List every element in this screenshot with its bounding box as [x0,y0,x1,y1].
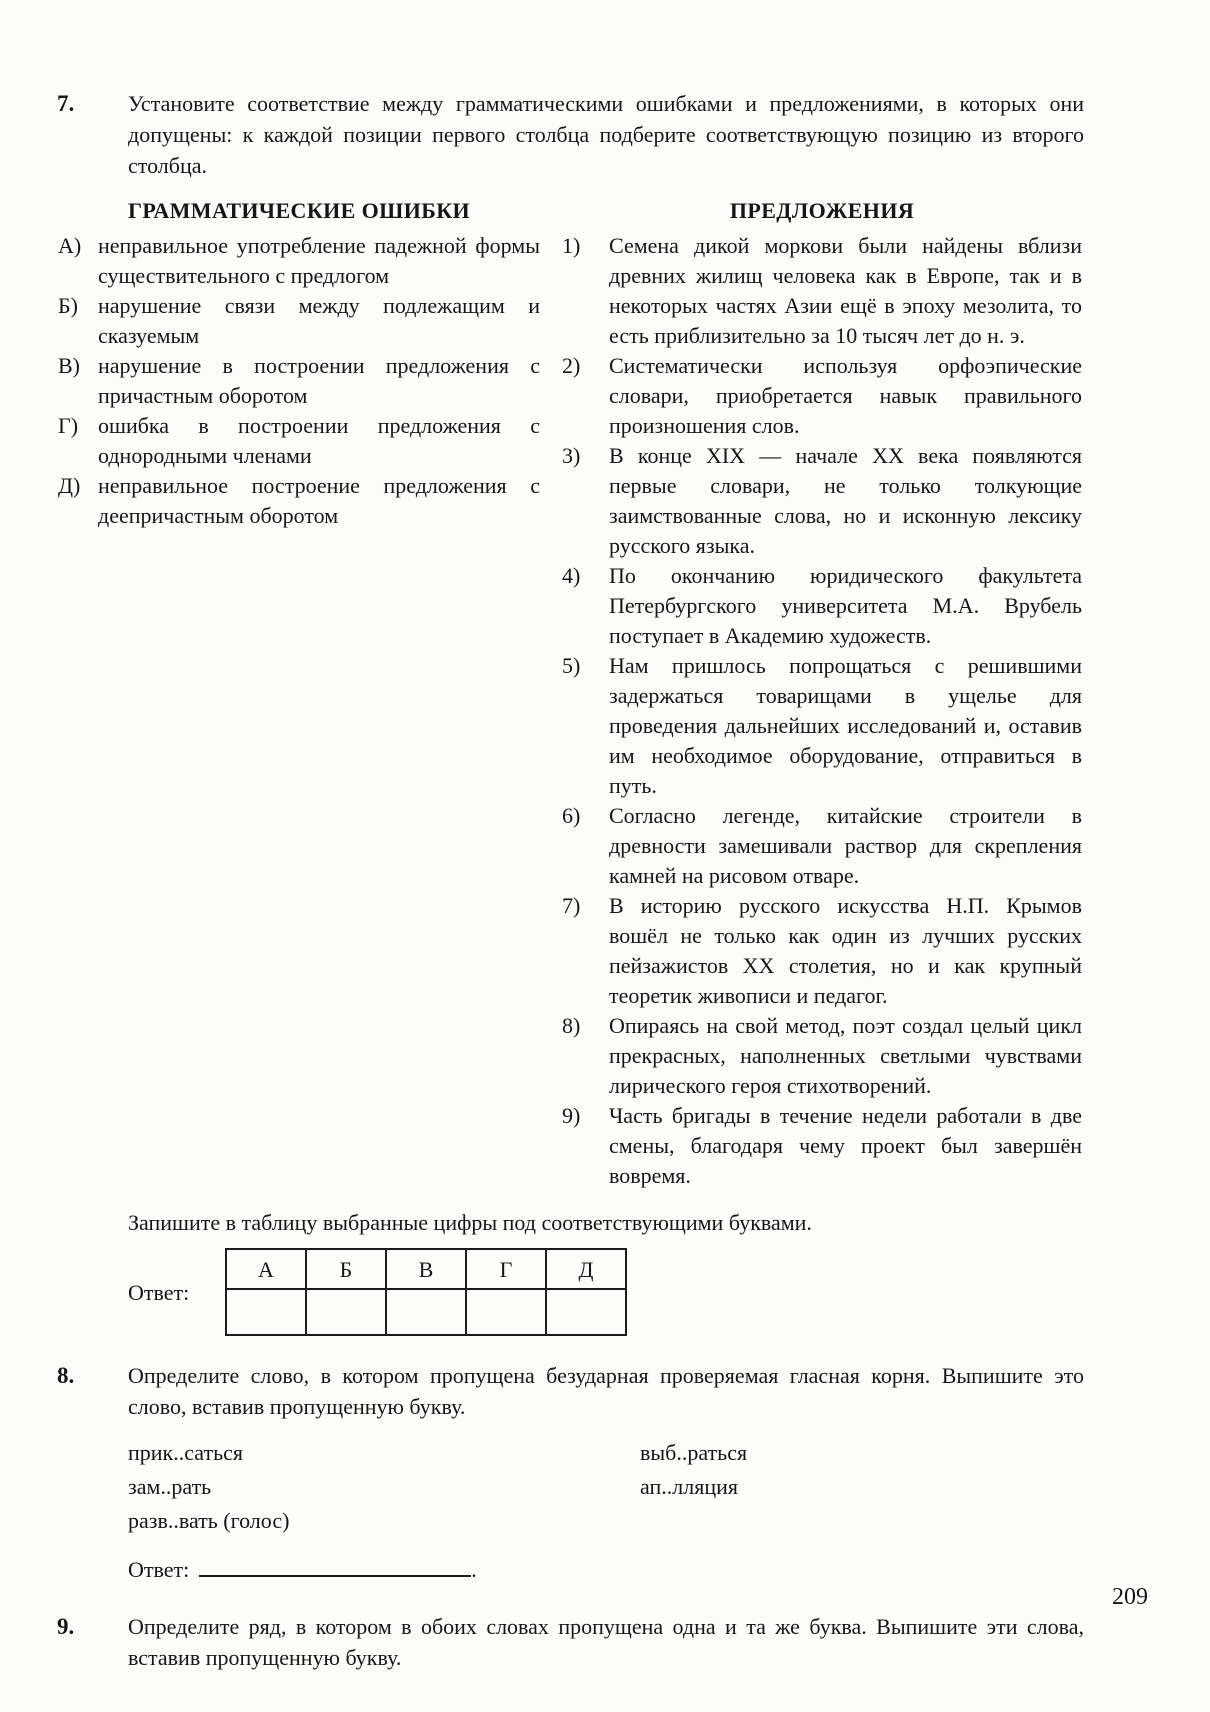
word-item: разв..вать (голос) [128,1508,290,1533]
answer-cell-g [466,1289,546,1335]
task-7-answer-row [128,1248,1084,1336]
table-header-cell-a: А [226,1249,306,1289]
sentence-marker: 8) [562,1013,581,1038]
sentence-marker: 3) [562,443,581,468]
answer-cell-a [226,1289,306,1335]
sentence-text: Семена дикой моркови были найдены вблизи древних жилищ человека как в Европе, так и в некоторых частях Азии ещё в эпоху мезолита, то есть приблизительно за 10 тысяч лет до н. э. [609,233,1082,348]
sentence-marker: 1) [562,233,581,258]
sentences-header: ПРЕДЛОЖЕНИЯ [729,198,915,223]
word-item: прик..саться [128,1440,243,1465]
error-marker: Г) [58,413,79,438]
write-instruction: Запишите в таблицу выбранные цифры под соответствующими буквами. [128,1210,812,1235]
answer-blank-line [199,1556,471,1577]
sentence-item-4 [562,561,1082,651]
sentence-item-9 [562,1101,1082,1191]
task-8-number: 8. [57,1363,75,1388]
task-9-number: 9. [57,1614,75,1639]
column-gap [540,195,562,1191]
sentence-item-7 [562,891,1082,1011]
table-header-cell-b: Б [306,1249,386,1289]
error-marker: В) [58,353,80,378]
error-text: неправильное построение предложения с деепричастным оборотом [98,473,540,528]
grammar-errors-header: ГРАММАТИЧЕСКИЕ ОШИБКИ [127,198,471,223]
sentence-item-5 [562,651,1082,801]
answer-cell-d [546,1289,626,1335]
sentence-item-8 [562,1011,1082,1101]
task-8-text: Определите слово, в котором пропущена безударная проверяемая гласная корня. Выпишите это слово, вставив пропущенную букву. [128,1363,1084,1419]
error-marker: А) [58,233,82,258]
sentence-item-6 [562,801,1082,891]
table-header-cell-d: Д [546,1249,626,1289]
word-item: зам..рать [128,1474,212,1499]
sentence-text: Согласно легенде, китайские строители в древности замешивали раствор для скрепления камней на рисовом отваре. [609,803,1082,888]
table-header-cell-g: Г [466,1249,546,1289]
grammar-errors-column [58,195,540,1191]
task-9 [55,1611,1084,1673]
matching-section [58,195,1084,1191]
answer-table [225,1248,627,1336]
sentence-item-3 [562,441,1082,561]
answer-label: Ответ: [128,1279,190,1305]
error-text: ошибка в построении предложения с однородными членами [98,413,540,468]
answer-period: . [471,1557,477,1582]
task-7 [55,88,1084,1336]
sentence-marker: 9) [562,1103,581,1128]
error-item-a [58,231,540,291]
sentence-marker: 4) [562,563,581,588]
task-8 [55,1360,1084,1585]
task-8-answer-line [128,1554,1084,1585]
table-header-cell-v: В [386,1249,466,1289]
task-7-intro: Установите соответствие между грамматическими ошибками и предложениями, в которых они допущены: к каждой позиции первого столбца подберите соответствующую позицию из второго столбца. [128,91,1084,178]
sentence-text: В конце XIX — начале XX века появляются первые словари, не только толкующие заимствованные слова, но и исконную лексику русского языка. [609,443,1082,558]
answer-table-header-row [226,1249,626,1289]
error-text: нарушение связи между подлежащим и сказуемым [98,293,540,348]
sentence-item-1 [562,231,1082,351]
sentence-text: В историю русского искусства Н.П. Крымов вошёл не только как один из лучших русских пейзажистов XX столетия, но и как крупный теоретик живописи и педагог. [609,893,1082,1008]
sentence-text: По окончанию юридического факультета Петербургского университета М.А. Врубель поступает в Академию художеств. [609,563,1082,648]
error-item-v [58,351,540,411]
task-7-number: 7. [57,91,75,116]
error-text: неправильное употребление падежной формы существительного с предлогом [98,233,540,288]
error-text: нарушение в построении предложения с причастным оборотом [98,353,540,408]
page-number: 209 [1112,1584,1148,1610]
sentence-marker: 5) [562,653,581,678]
answer-label: Ответ: [128,1557,190,1582]
sentence-marker: 2) [562,353,581,378]
sentence-marker: 6) [562,803,581,828]
answer-cell-b [306,1289,386,1335]
error-item-g [58,411,540,471]
task-9-text: Определите ряд, в котором в обоих словах пропущена одна и та же буква. Выпишите эти слова, вставив пропущенную букву. [128,1614,1084,1670]
sentence-text: Опираясь на свой метод, поэт создал целый цикл прекрасных, наполненных светлыми чувствами лирического героя стихотворений. [609,1013,1082,1098]
word-list [128,1436,1084,1538]
sentence-item-2 [562,351,1082,441]
error-marker: Б) [58,293,78,318]
sentence-text: Часть бригады в течение недели работали в две смены, благодаря чему проект был завершён вовремя. [609,1103,1082,1188]
answer-cell-v [386,1289,466,1335]
word-item: выб..раться [640,1440,748,1465]
word-item: ап..лляция [640,1474,738,1499]
sentences-column [562,195,1082,1191]
sentence-text: Систематически используя орфоэпические словари, приобретается навык правильного произношения слов. [609,353,1082,438]
sentence-text: Нам пришлось попрощаться с решившими задержаться товарищами в ущелье для проведения дальнейших исследований и, оставив им необходимое оборудование, отправиться в путь. [609,653,1082,798]
error-marker: Д) [58,473,81,498]
word-item-empty [640,1504,1084,1538]
sentence-marker: 7) [562,893,581,918]
error-item-b [58,291,540,351]
answer-table-value-row [226,1289,626,1335]
error-item-d [58,471,540,531]
